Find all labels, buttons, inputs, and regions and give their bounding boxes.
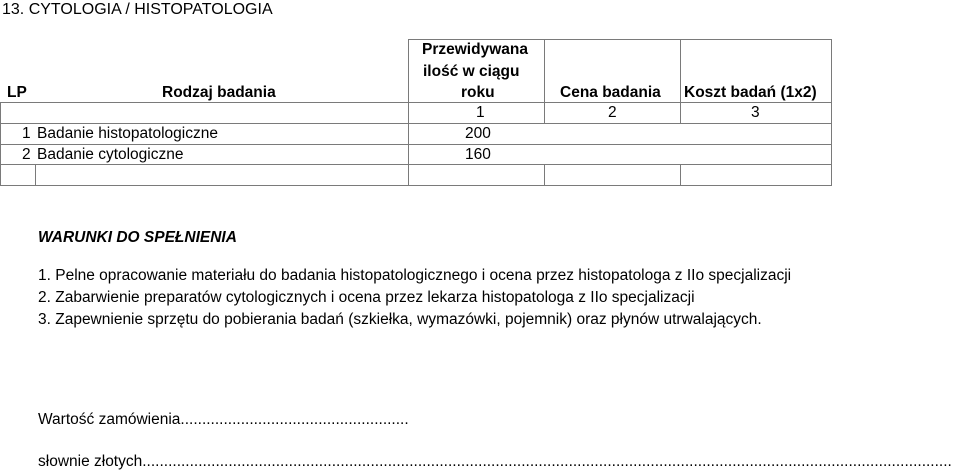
column-number: 1 xyxy=(476,104,485,121)
header-lp: LP xyxy=(7,84,27,101)
row-name: Badanie histopatologiczne xyxy=(37,125,218,142)
table-col-divider xyxy=(680,164,681,186)
header-ilosc-line2: ilość w ciągu xyxy=(423,63,520,80)
table-border-bottom xyxy=(0,185,832,186)
amount-in-words-line: słownie złotych............................................................................................................................................................................................ xyxy=(38,453,952,470)
column-number: 2 xyxy=(608,104,617,121)
table-col-divider xyxy=(35,164,36,186)
header-rodzaj-badania: Rodzaj badania xyxy=(162,84,276,101)
row-qty: 160 xyxy=(465,146,491,163)
header-ilosc-line1: Przewidywana xyxy=(422,41,528,58)
condition-item: 3. Zapewnienie sprzętu do pobierania badań (szkiełka, wymazówki, pojemnik) oraz płynów utrwalających. xyxy=(38,311,762,328)
row-name: Badanie cytologiczne xyxy=(37,146,184,163)
table-border-left xyxy=(0,102,1,186)
section-title: 13. CYTOLOGIA / HISTOPATOLOGIA xyxy=(2,1,273,18)
pricing-table xyxy=(0,0,960,200)
order-value-line: Wartość zamówienia..................................................... xyxy=(38,411,409,428)
conditions-title: WARUNKI DO SPEŁNIENIA xyxy=(38,229,237,246)
table-border-right xyxy=(831,39,832,186)
header-cena-badania: Cena badania xyxy=(560,84,661,101)
header-ilosc-line3: roku xyxy=(461,84,495,101)
header-koszt-badan: Koszt badań (1x2) xyxy=(684,84,817,101)
column-number: 3 xyxy=(751,104,760,121)
table-col-divider xyxy=(544,164,545,186)
row-qty: 200 xyxy=(465,125,491,142)
row-lp: 2 xyxy=(22,146,31,163)
row-lp: 1 xyxy=(22,125,31,142)
condition-item: 1. Pelne opracowanie materiału do badania histopatologicznego i ocena przez histopatologa z IIo specjalizacji xyxy=(38,267,792,284)
condition-item: 2. Zabarwienie preparatów cytologicznych i ocena przez lekarza histopatologa z IIo specjalizacji xyxy=(38,289,695,306)
table-col-divider xyxy=(544,39,545,123)
table-col-divider xyxy=(680,39,681,123)
table-col-divider xyxy=(408,39,409,186)
